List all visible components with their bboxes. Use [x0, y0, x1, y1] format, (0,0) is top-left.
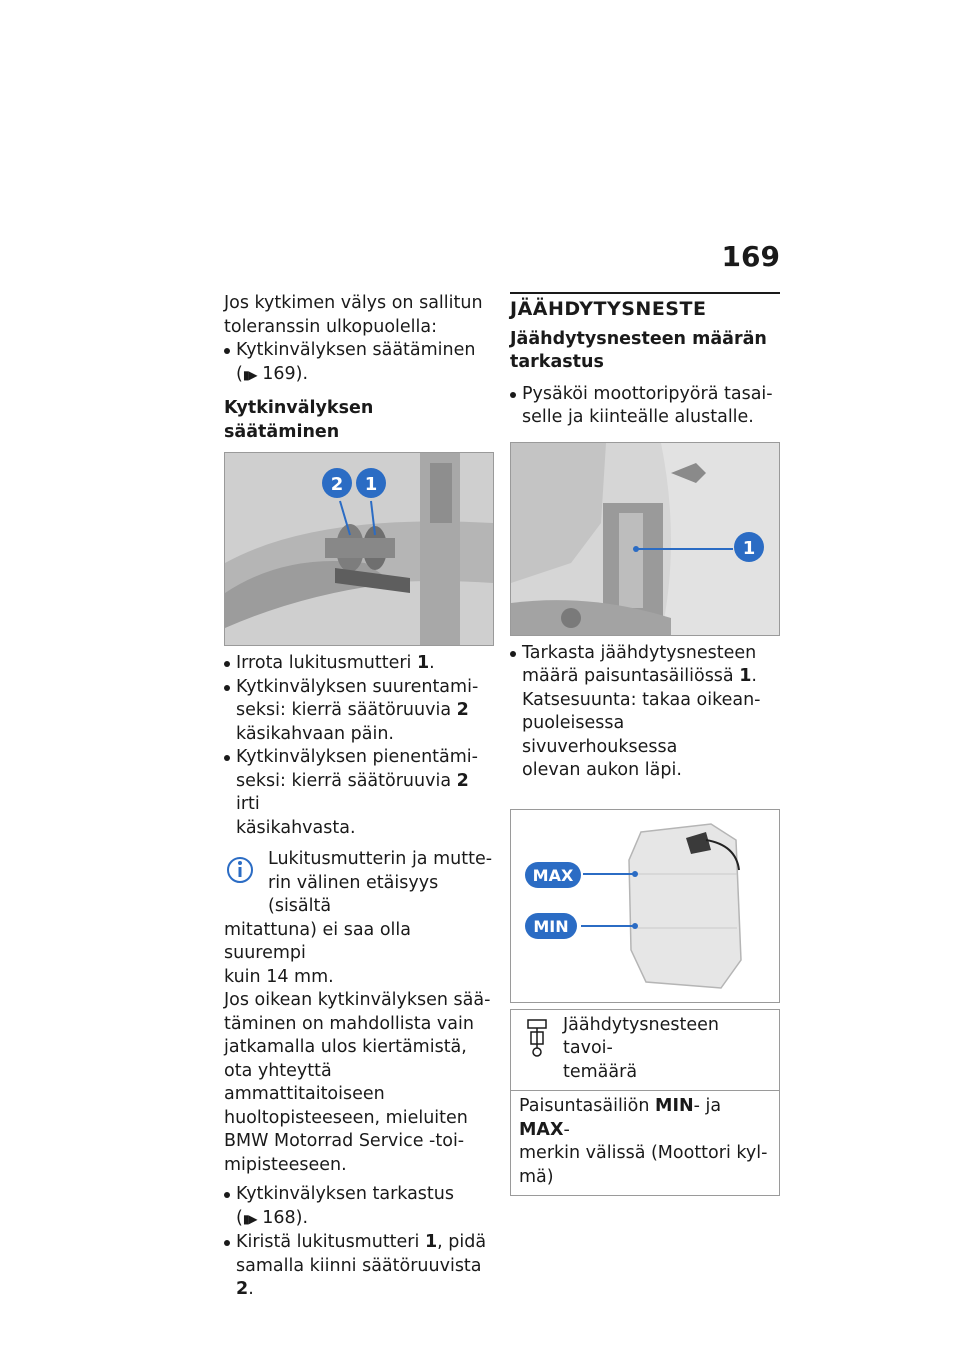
list-item: Pysäköi moottoripyörä tasai- selle ja kiinteälle alustalle.: [510, 383, 780, 430]
expansion-tank-illustration: [511, 810, 779, 1002]
section-title: JÄÄHDYTYSNESTE: [510, 292, 780, 322]
list-item: Kiristä lukitusmutteri 1, pidä samalla kiinni säätöruuvista 2.: [224, 1231, 494, 1302]
info-note-text: mitattuna) ei saa olla suurempi kuin 14 mm. Jos oikean kytkinvälyksen sää- täminen on mahdollista vain jatkamalla ulos kiertämistä, ota yhteyttä ammattitaitoiseen huoltopisteeseen, mieluiten BMW Motorrad Service -toi- mipisteeseen.: [224, 919, 491, 1175]
clutch-lever-illustration: [225, 453, 493, 645]
page-number: 169: [721, 240, 780, 273]
info-icon: [226, 854, 254, 894]
max-label: MAX: [532, 865, 574, 885]
callout-1: 1: [742, 537, 756, 559]
right-column: [510, 292, 780, 1196]
list-item: Kytkinvälyksen säätäminen (▮▶ 169).: [224, 339, 494, 387]
intro-line-2: toleranssin ulkopuolella:: [224, 316, 438, 337]
target-value-header: Jäähdytysnesteen tavoi- temäärä: [511, 1010, 779, 1092]
list-item: Irrota lukitusmutteri 1.: [224, 652, 494, 676]
subheading: Jäähdytysnesteen määrän tarkastus: [510, 328, 767, 372]
target-value-body: Paisuntasäiliön MIN- ja MAX- merkin välissä (Moottori kyl- mä): [519, 1096, 768, 1187]
page-reference-arrow-icon: ▮▶: [242, 367, 257, 382]
tool-spec-icon: [525, 1018, 549, 1066]
callout-2: 2: [330, 474, 344, 495]
coolant-tank-location-figure: [510, 442, 780, 636]
page-reference-arrow-icon: ▮▶: [242, 1211, 257, 1226]
bullet-list: [510, 383, 780, 430]
final-steps: [224, 1183, 494, 1302]
list-item: Kytkinvälyksen tarkastus (▮▶ 168).: [224, 1183, 494, 1231]
list-item: Kytkinvälyksen pienentämi- seksi: kierrä säätöruuvia 2 irti käsikahvasta.: [224, 746, 494, 840]
info-note: Lukitusmutterin ja mutte- rin välinen etäisyys (sisältä: [224, 848, 494, 919]
bullet-list: [224, 339, 494, 387]
list-item: Kytkinvälyksen suurentami- seksi: kierrä säätöruuvia 2 käsikahvaan päin.: [224, 676, 494, 747]
left-column: [224, 292, 494, 1302]
list-item: Tarkasta jäähdytysnesteen määrä paisuntasäiliössä 1. Katsesuunta: takaa oikean- puoleisessa sivuverhouksessa olevan aukon läpi.: [510, 642, 780, 783]
check-steps: [510, 642, 780, 783]
min-label: MIN: [533, 916, 569, 936]
coolant-tank-level-figure: [510, 809, 780, 1003]
motorcycle-side-illustration: [511, 443, 779, 635]
clutch-adjustment-figure: [224, 452, 494, 646]
intro-line-1: Jos kytkimen välys on sallitun: [224, 293, 483, 313]
callout-1: 1: [364, 474, 378, 495]
target-value-box: [510, 1009, 780, 1197]
adjustment-steps: [224, 652, 494, 840]
section-heading: Kytkinvälyksen säätäminen: [224, 398, 374, 442]
